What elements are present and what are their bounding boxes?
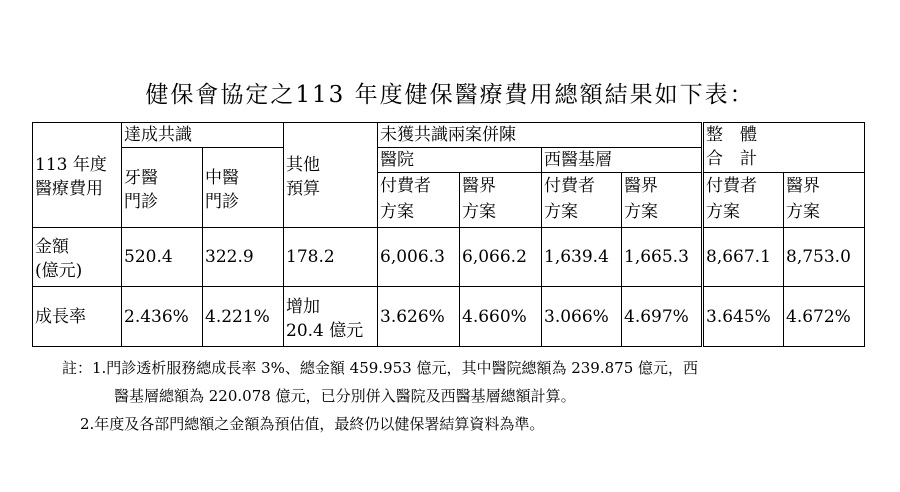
note-1-line-1: 註：1.門診透析服務總成長率 3%、總金額 459.953 億元，其中醫院總額為 239.875 億元，西 bbox=[62, 359, 699, 377]
growth-other-line1: 增加 bbox=[286, 296, 320, 317]
overall-header bbox=[703, 123, 865, 173]
growth-clinic-payer: 3.066% bbox=[542, 287, 622, 347]
page-title: 健保會協定之113 年度健保醫療費用總額結果如下表： bbox=[145, 82, 755, 108]
payer-line2: 方案 bbox=[706, 202, 740, 222]
amount-label-line2: (億元) bbox=[35, 261, 83, 281]
dental-line2: 門診 bbox=[124, 191, 158, 212]
notes bbox=[62, 354, 698, 438]
dental-header bbox=[122, 148, 203, 228]
provider-line1: 醫界 bbox=[786, 176, 820, 196]
payer-line2: 方案 bbox=[380, 202, 414, 222]
tcm-header bbox=[203, 148, 284, 228]
consensus-group-header: 達成共識 bbox=[122, 123, 284, 148]
payer-line2: 方案 bbox=[544, 202, 578, 222]
growth-other-line2: 20.4 億元 bbox=[286, 320, 364, 341]
provider-line1: 醫界 bbox=[624, 176, 658, 196]
provider-line2: 方案 bbox=[462, 202, 496, 222]
table-row-amount bbox=[33, 228, 865, 287]
amount-hospital-payer: 6,006.3 bbox=[378, 228, 460, 287]
payer-line1: 付費者 bbox=[706, 176, 757, 196]
overall-line2: 合 計 bbox=[706, 149, 757, 169]
note-1-line-2: 醫基層總額為 220.078 億元，已分別併入醫院及西醫基層總額計算。 bbox=[114, 387, 576, 405]
table-row-growth bbox=[33, 287, 865, 347]
amount-label bbox=[33, 228, 122, 287]
dental-line1: 牙醫 bbox=[124, 167, 158, 188]
other-budget-line1: 其他 bbox=[286, 155, 320, 175]
growth-clinic-provider: 4.697% bbox=[622, 287, 703, 347]
growth-overall-provider: 4.672% bbox=[784, 287, 865, 347]
stub-header-line2: 醫療費用 bbox=[35, 179, 103, 199]
no-consensus-group-header: 未獲共識兩案併陳 bbox=[378, 123, 703, 148]
other-budget-header bbox=[284, 123, 378, 228]
growth-other bbox=[284, 287, 378, 347]
amount-dental: 520.4 bbox=[122, 228, 203, 287]
overall-provider-header bbox=[784, 173, 865, 228]
growth-dental: 2.436% bbox=[122, 287, 203, 347]
hospital-header: 醫院 bbox=[378, 148, 542, 173]
tcm-line1: 中醫 bbox=[205, 167, 239, 188]
stub-header-line1: 113 年度 bbox=[35, 155, 107, 175]
amount-clinic-payer: 1,639.4 bbox=[542, 228, 622, 287]
stub-header-cell bbox=[33, 123, 122, 228]
clinic-provider-header bbox=[622, 173, 703, 228]
amount-label-line1: 金額 bbox=[35, 237, 69, 257]
growth-tcm: 4.221% bbox=[203, 287, 284, 347]
amount-tcm: 322.9 bbox=[203, 228, 284, 287]
amount-other: 178.2 bbox=[284, 228, 378, 287]
payer-line1: 付費者 bbox=[380, 176, 431, 196]
overall-line1: 整 體 bbox=[706, 125, 757, 145]
amount-overall-provider: 8,753.0 bbox=[784, 228, 865, 287]
overall-payer-header bbox=[703, 173, 784, 228]
provider-line2: 方案 bbox=[624, 202, 658, 222]
other-budget-line2: 預算 bbox=[286, 179, 320, 199]
growth-hospital-provider: 4.660% bbox=[460, 287, 542, 347]
provider-line1: 醫界 bbox=[462, 176, 496, 196]
growth-hospital-payer: 3.626% bbox=[378, 287, 460, 347]
growth-overall-payer: 3.645% bbox=[703, 287, 784, 347]
amount-overall-payer: 8,667.1 bbox=[703, 228, 784, 287]
western-clinic-header: 西醫基層 bbox=[542, 148, 703, 173]
hospital-provider-header bbox=[460, 173, 542, 228]
hospital-payer-header bbox=[378, 173, 460, 228]
amount-clinic-provider: 1,665.3 bbox=[622, 228, 703, 287]
note-2: 2.年度及各部門總額之金額為預估值，最終仍以健保署結算資料為準。 bbox=[80, 415, 545, 433]
tcm-line2: 門診 bbox=[205, 191, 239, 212]
payer-line1: 付費者 bbox=[544, 176, 595, 196]
growth-label: 成長率 bbox=[33, 287, 122, 347]
clinic-payer-header bbox=[542, 173, 622, 228]
amount-hospital-provider: 6,066.2 bbox=[460, 228, 542, 287]
budget-table bbox=[32, 122, 865, 347]
provider-line2: 方案 bbox=[786, 202, 820, 222]
